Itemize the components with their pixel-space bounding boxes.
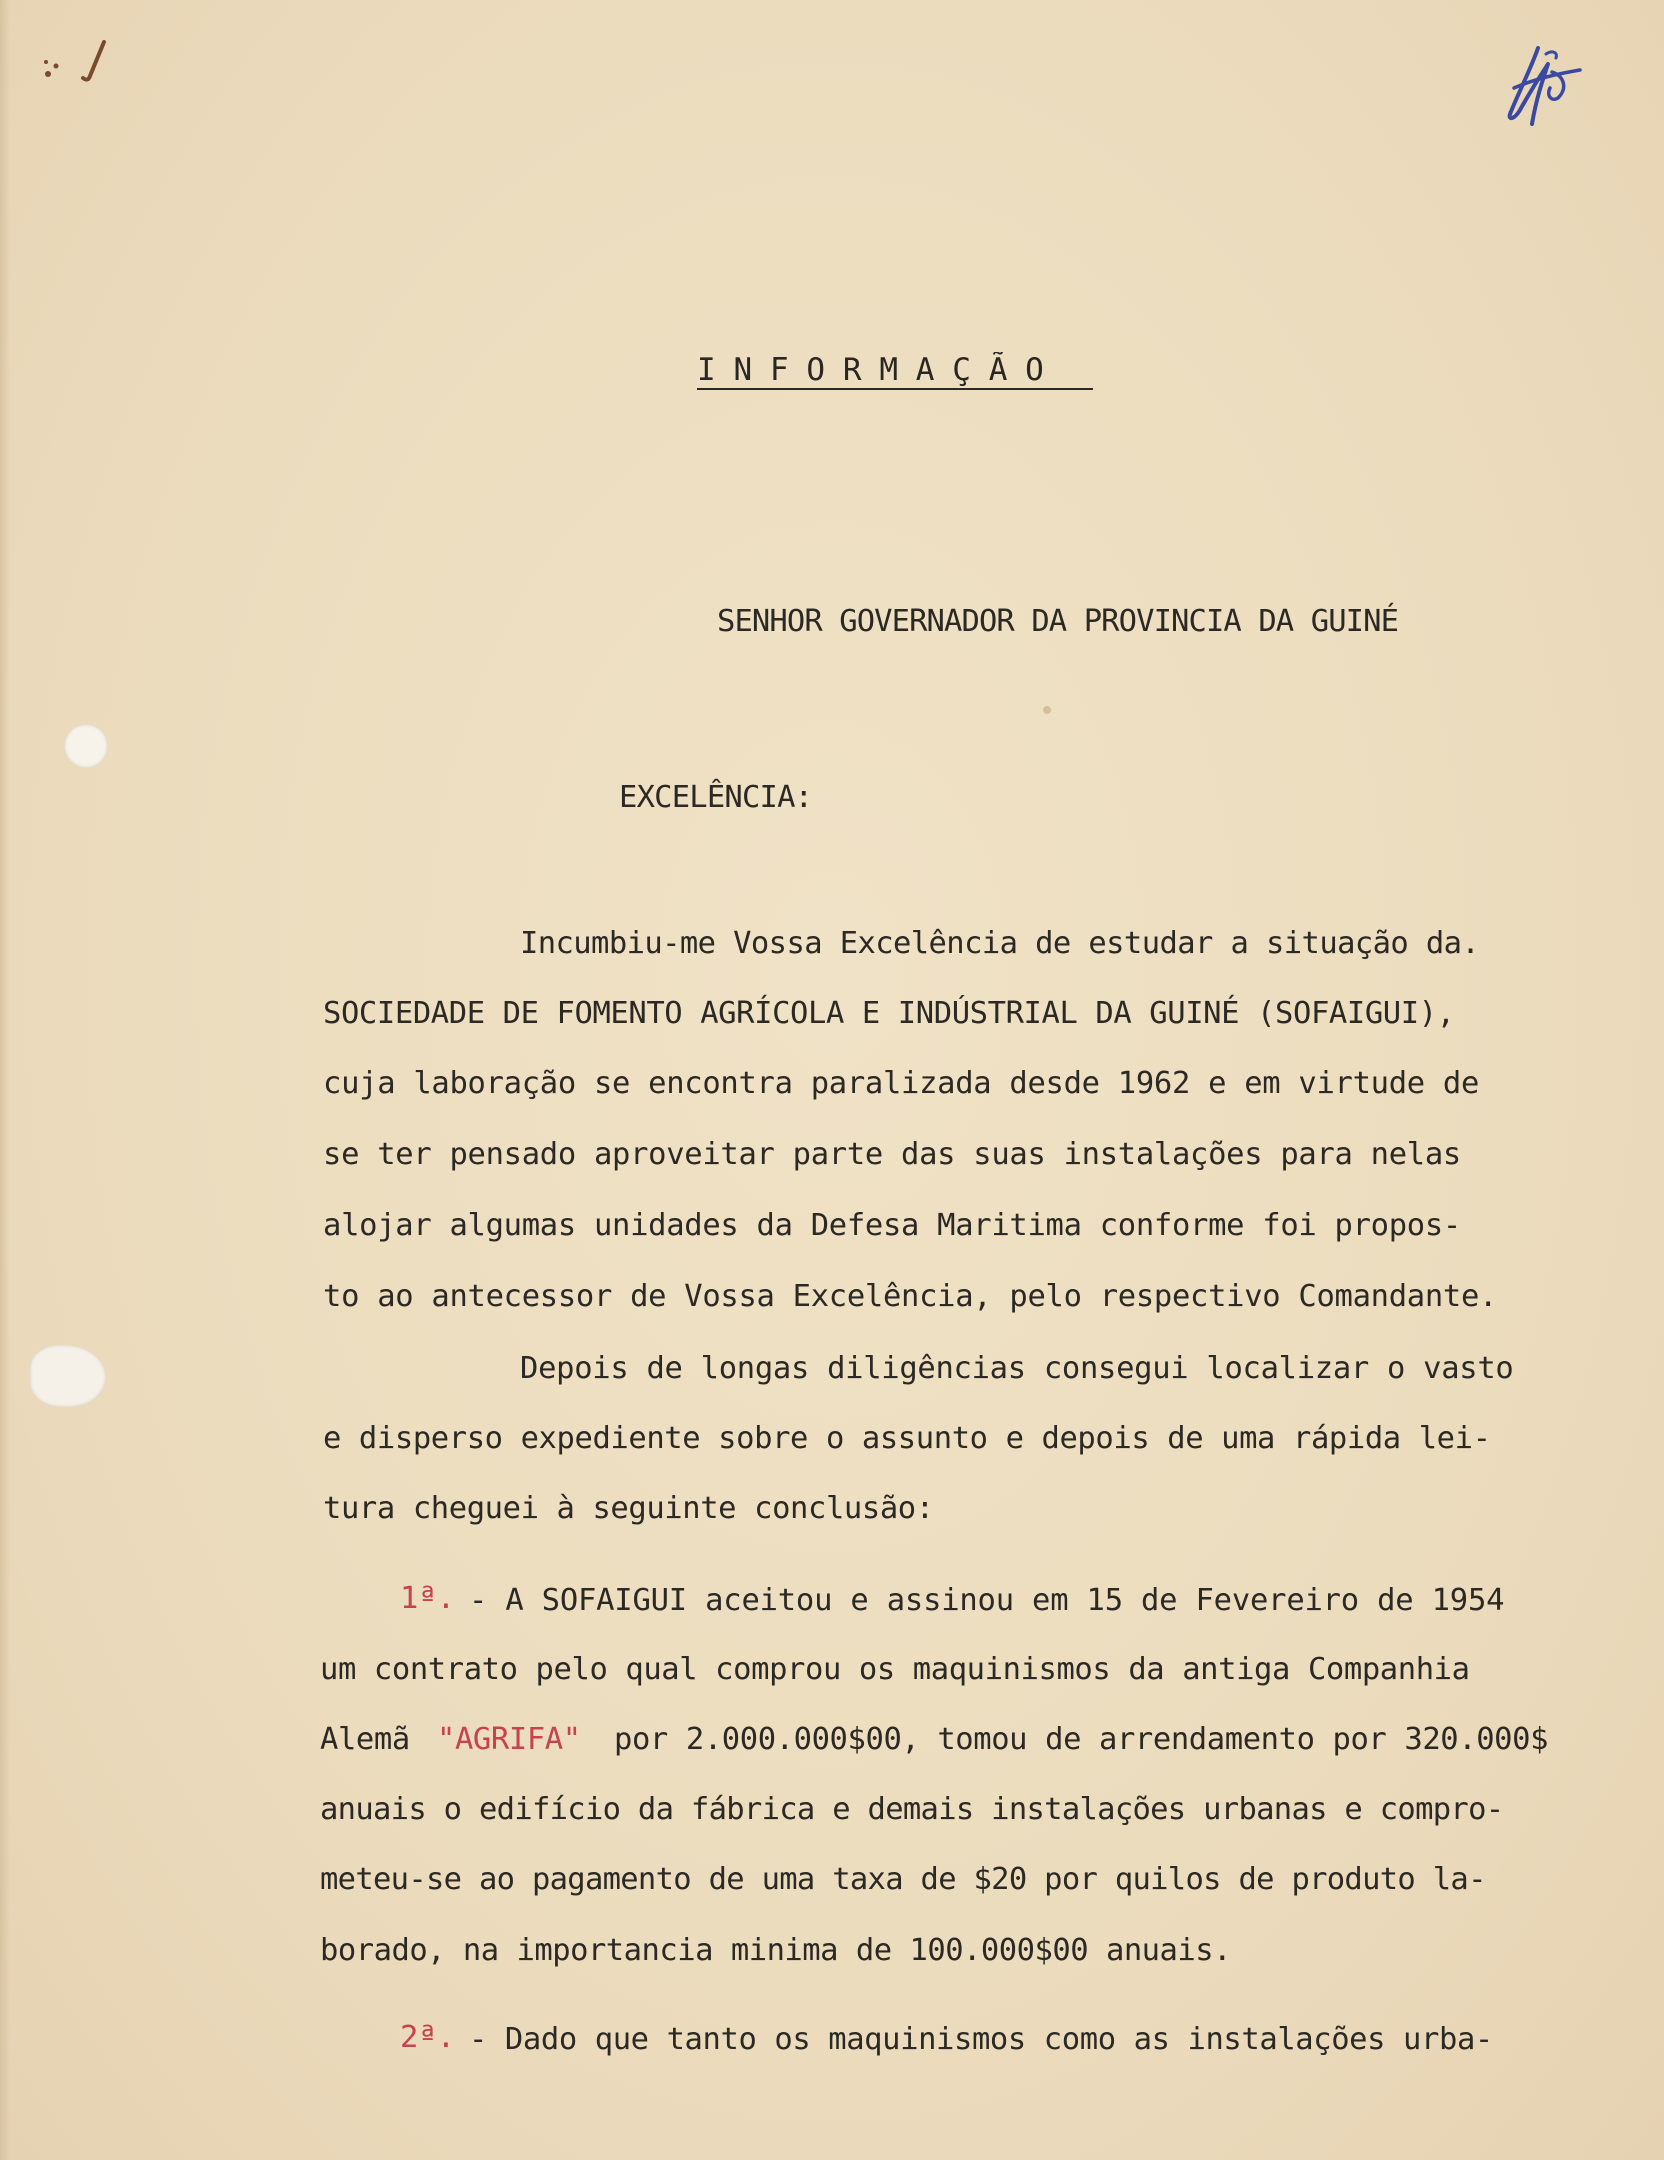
body-line: meteu-se ao pagamento de uma taxa de $20 por quilos de produto la- xyxy=(320,1862,1486,1897)
document-title: INFORMAÇÃO xyxy=(697,352,1093,390)
paper-stain xyxy=(1043,706,1051,714)
body-line: tura cheguei à seguinte conclusão: xyxy=(323,1491,934,1526)
body-line: e disperso expediente sobre o assunto e depois de uma rápida lei- xyxy=(323,1421,1491,1456)
company-name-agrifa: "AGRIFA" xyxy=(437,1722,581,1757)
signature-initials-icon xyxy=(1492,36,1596,140)
body-line: se ter pensado aproveitar parte das suas instalações para nelas xyxy=(323,1137,1461,1172)
pen-mark-icon xyxy=(38,36,118,92)
body-line: cuja laboração se encontra paralizada desde 1962 e em virtude de xyxy=(323,1066,1480,1101)
body-line: por 2.000.000$00, tomou de arrendamento por 320.000$ xyxy=(614,1722,1549,1757)
paper-edge-shadow xyxy=(0,0,10,2160)
body-line: SOCIEDADE DE FOMENTO AGRÍCOLA E INDÚSTRIAL DA GUINÉ (SOFAIGUI), xyxy=(323,996,1455,1031)
body-line: - Dado que tanto os maquinismos como as instalações urba- xyxy=(469,2022,1493,2057)
body-line: alojar algumas unidades da Defesa Maritima conforme foi propos- xyxy=(323,1208,1461,1243)
body-line: anuais o edifício da fábrica e demais instalações urbanas e compro- xyxy=(320,1792,1504,1827)
body-line: Depois de longas diligências consegui localizar o vasto xyxy=(520,1351,1514,1386)
item-number: 2ª. xyxy=(400,2020,456,2055)
item-number: 1ª. xyxy=(400,1581,456,1616)
body-line: um contrato pelo qual comprou os maquinismos da antiga Companhia xyxy=(320,1652,1470,1687)
body-line: Alemã xyxy=(320,1722,410,1757)
paper-tear xyxy=(30,1345,106,1407)
body-line: borado, na importancia minima de 100.000$00 anuais. xyxy=(320,1933,1231,1968)
body-line: - A SOFAIGUI aceitou e assinou em 15 de Fevereiro de 1954 xyxy=(469,1583,1505,1618)
body-line: to ao antecessor de Vossa Excelência, pelo respectivo Comandante. xyxy=(323,1279,1498,1314)
salutation: EXCELÊNCIA: xyxy=(619,780,813,815)
addressee: SENHOR GOVERNADOR DA PROVINCIA DA GUINÉ xyxy=(717,604,1399,639)
body-line: Incumbiu-me Vossa Excelência de estudar a situação da. xyxy=(520,926,1480,961)
punch-hole xyxy=(64,724,108,768)
